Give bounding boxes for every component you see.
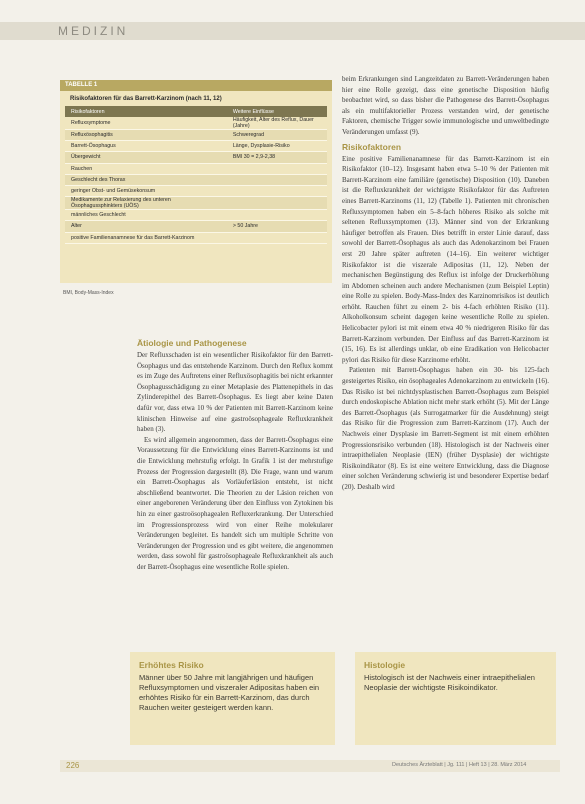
table-column-header: Risikofaktoren [65, 106, 227, 117]
table-cell-influence [227, 185, 327, 196]
table-row [65, 163, 327, 174]
table-row [65, 130, 327, 141]
table-cell-factor: Refluxsymptome [65, 117, 227, 130]
callout-text: Histologisch ist der Nachweis einer intraepithelialen Neoplasie der wichtigste Risikoindikator. [364, 673, 535, 692]
table-cell-factor: Barrett-Ösophagus [65, 141, 227, 152]
section-heading-risk-factors: Risikofaktoren [342, 141, 402, 152]
table-cell-influence: Häufigkeit, Alter des Reflux, Dauer (Jahre) [227, 117, 327, 130]
callout-box-histology [355, 652, 556, 745]
section-label: MEDIZIN [58, 24, 129, 38]
table-cell-influence: BMI 30 = 2,9-2,38 [227, 152, 327, 163]
table-column-header: Weitere Einflüsse [227, 106, 327, 117]
table-cell-influence: > 50 Jahre [227, 221, 327, 232]
right-column [342, 74, 549, 493]
table-cell-factor: Übergewicht [65, 152, 227, 163]
table-cell-factor: Medikamente zur Relaxierung des unteren Ösophagussphinkters (UÖS) [65, 197, 227, 210]
table-body [65, 117, 327, 243]
table-footnote: BMI, Body-Mass-Index [63, 290, 114, 296]
table-header-row [65, 106, 327, 117]
body-paragraph: beim Erkrankungen sind Langzeitdaten zu Barrett-Veränderungen haben hier eine Rolle gezeigt, dass eine genetische Disposition häufig beobachtet wird, so dass bisher die Pathogenese des Barrett-Ösophagus als ein multifaktorieller Prozess verstanden wird, der genetische Faktoren, chemische Trigger sowie immunologische und umweltbedingte Veränderungen umfasst (9). [342, 75, 549, 136]
table-cell-factor: positive Familienanamnese für das Barrett-Karzinom [65, 232, 227, 243]
body-paragraph: Der Refluxschaden ist ein wesentlicher Risikofaktor für den Barrett-Ösophagus und das entstehende Karzinom. Durch den Reflux kommt es im Zuge des Auftretens einer Refluxösophagitis bei nicht erkannter Ösophagusschädigung zu einer Metaplasie des Plattenepithels in das Zylinderepithel des Barrett-Ösophagus. Es liegt aber keine Daten dafür vor, dass etwa 10 % der Patienten mit Barrett-Karzinom keine klinischen Hinweise auf eine gastroösophageale Refluxkrankheit haben (3). [137, 351, 333, 434]
table-row [65, 174, 327, 185]
table-row [65, 210, 327, 221]
table-row [65, 197, 327, 210]
table-cell-influence [227, 232, 327, 243]
table-cell-influence: Schweregrad [227, 130, 327, 141]
risk-factor-table-box [60, 80, 332, 283]
body-paragraph: Patienten mit Barrett-Ösophagus haben ein 30- bis 125-fach gesteigertes Risiko, ein ösophageales Adenokarzinom zu entwickeln (16). Das Risiko ist bei nichtdysplastischen Barrett-Ösophagus zum Beispiel durch endoskopische Ablation nicht mehr stark erhöht (5). Mit der Länge des Barrett-Ösophagus (als Surrogatmarker für die Ausdehnung) steigt das Risiko für die Progression zum Barrett-Karzinom (17). Auch der Nachweis einer Dysplasie im Barrett-Segment ist mit einem erhöhten Progressionsrisiko verbunden (18). Histologisch ist der Nachweis einer intraepithelialen Neoplasie (IEN) (früher Dysplasie) der wichtigste Risikoindikator (8). Es ist eine weitere Entwicklung, dass die Diagnose einer solchen Veränderung schwierig ist und besonderer Expertise bedarf (20). Deshalb wird [342, 366, 549, 491]
callout-box-increased-risk [130, 652, 335, 745]
body-paragraph: Es wird allgemein angenommen, dass der Barrett-Ösophagus eine Voraussetzung für die Entwicklung eines Barrett-Karzinoms ist und die Entwicklung mehrstufig erfolgt. In Grafik 1 ist der mehrstufige Prozess der Progression dargestellt (8). Die Frage, wann und warum ein Barrett-Ösophagus als Vorläuferläsion entsteht, ist nicht abschließend beantwortet. Die Theorien zu der Läsion reichen von einer angeborenen Veränderung über den Einfluss von Zytokinen bis hin zu einer gastroösophagealen Refluxerkrankung. Der Unterschied im Progressionsprozess wird von einer Reihe molekularer Veränderungen begleitet. Es handelt sich um multiple Schritte von Veränderungen der Progression und es gibt weitere, die angenommen werden, dass sowohl für gastroösophageale Refluxkrankheit als auch der Barrett-Ösophagus eine wesentliche Rolle spielen. [137, 435, 333, 571]
journal-citation: Deutsches Ärzteblatt | Jg. 111 | Heft 13 | 28. März 2014 [392, 762, 527, 768]
table-row [65, 152, 327, 163]
table-cell-influence [227, 210, 327, 221]
table-cell-factor: Refluxösophagitis [65, 130, 227, 141]
table-cell-influence [227, 163, 327, 174]
table-cell-factor: Rauchen [65, 163, 227, 174]
callout-title: Histologie [364, 660, 406, 670]
section-heading-etiology: Ätiologie und Pathogenese [137, 338, 247, 348]
callout-title: Erhöhtes Risiko [139, 660, 204, 670]
table-cell-factor: Geschlecht des Thorax [65, 174, 227, 185]
page-number: 226 [66, 761, 80, 770]
table-cell-influence [227, 197, 327, 210]
table-row [65, 221, 327, 232]
left-column [137, 338, 333, 572]
table-cell-factor: Alter [65, 221, 227, 232]
table-row [65, 232, 327, 243]
table-row [65, 185, 327, 196]
table-row [65, 141, 327, 152]
callout-text: Männer über 50 Jahre mit langjährigen und häufigen Refluxsymptomen und viszeraler Adipositas haben ein erhöhtes Risiko für ein Barrett-Karzinom, das durch Rauchen weiter gesteigert werden kann. [139, 673, 320, 712]
risk-factor-table [65, 106, 327, 244]
table-label: TABELLE 1 [60, 80, 332, 91]
table-cell-factor: geringer Obst- und Gemüsekonsum [65, 185, 227, 196]
body-paragraph: Eine positive Familienanamnese für das Barrett-Karzinom ist ein Risikofaktor (10–12). Insgesamt haben etwa 5–10 % der Patienten mit Barrett-Karzinom eine familiäre (genetische) Disposition (10). Daneben ist die Refluxkrankheit der wichtigste Risikofaktor für das Auftreten eines Barrett-Karzinoms (11, 12) (Tabelle 1). Patienten mit chronischen Refluxsymptomen haben ein 5–8-fach höheres Risiko als solche mit seltenen Refluxsymptomen (13). Männer sind von der Erkrankung häufiger betroffen als Frauen. Dies betrifft in erster Linie darauf, dass sowohl der Barrett-Ösophagus als auch das Adenokarzinom bei Frauen erst 20 Jahre später auftreten (14–16). Ein weiterer wichtiger Risikofaktor ist die viszerale Adipositas (11, 12). Neben der mechanischen Begünstigung des Reflux ist infolge der Druckerhöhung im Abdomen scheinen auch andere Mechanismen (zum Beispiel Leptin) eine Rolle zu spielen. Body-Mass-Index des Karzinomrisikos ist deutlich erhöht. Rauchen führt zu einem 2- bis 4-fach erhöhten Risiko (11). Alkoholkonsum scheint dagegen keine wesentliche Rolle zu spielen. Helicobacter pylori ist mit einem etwa 40 % niedrigeren Risiko für das Barrett-Karzinom verbunden. Der Einfluss auf das Barrett-Karzinom ist (15, 16). Es ist allerdings unklar, ob eine Eradikation von Helicobacter pylori das Risiko für diese Karzinome erhöht. [342, 154, 549, 364]
table-cell-factor: männliches Geschlecht [65, 210, 227, 221]
table-row [65, 117, 327, 130]
table-cell-influence: Länge, Dysplasie-Risiko [227, 141, 327, 152]
table-cell-influence [227, 174, 327, 185]
table-title: Risikofaktoren für das Barrett-Karzinom (nach 11, 12) [70, 96, 222, 102]
